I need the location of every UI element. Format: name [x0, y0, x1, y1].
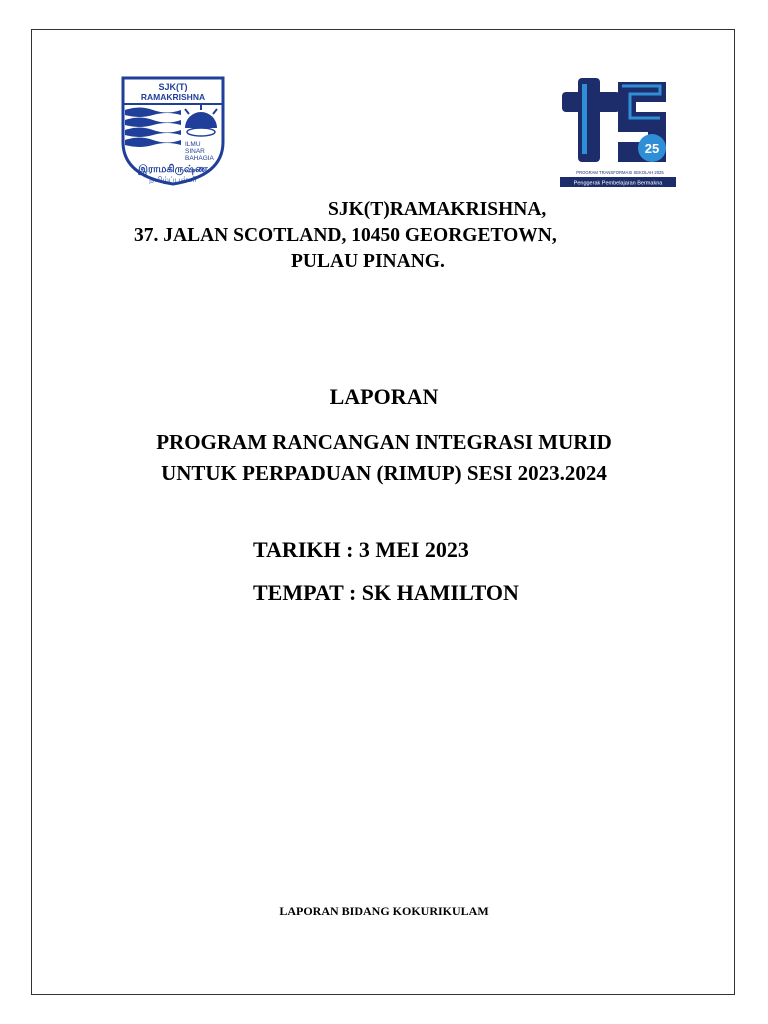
report-date: TARIKH : 3 MEI 2023: [253, 537, 469, 562]
crest-motto-3: BAHAGIA: [185, 155, 214, 162]
crest-name-line2: RAMAKRISHNA: [140, 92, 206, 102]
crest-tamil-line2: தமிழ்ப்பள்ளி: [149, 175, 197, 184]
school-name: SJK(T)RAMAKRISHNA,: [328, 199, 547, 220]
badge-program-text: PROGRAM TRANSFORMASI SEKOLAH 2025: [576, 170, 664, 175]
crest-tamil-line1: இராமகிருஷ்ண: [138, 164, 208, 175]
ts25-badge-logo: [556, 72, 680, 188]
report-venue: TEMPAT : SK HAMILTON: [253, 580, 519, 605]
report-title: LAPORAN: [329, 384, 439, 409]
school-address-line2: PULAU PINANG.: [291, 251, 445, 272]
report-subtitle-line2: UNTUK PERPADUAN (RIMUP) SESI 2023.2024: [161, 461, 607, 485]
crest-motto-1: ILMU: [185, 141, 201, 148]
school-address-line1: 37. JALAN SCOTLAND, 10450 GEORGETOWN,: [134, 225, 557, 246]
footer-label: LAPORAN BIDANG KOKURIKULAM: [279, 904, 489, 918]
badge-tagline: Penggerak Pembelajaran Bermakna: [573, 180, 663, 187]
school-crest-logo: [119, 76, 227, 186]
badge-number: 25: [644, 141, 660, 156]
crest-name-line1: SJK(T): [158, 82, 188, 92]
crest-motto-2: SINAR: [185, 148, 205, 155]
report-subtitle-line1: PROGRAM RANCANGAN INTEGRASI MURID: [156, 430, 612, 454]
